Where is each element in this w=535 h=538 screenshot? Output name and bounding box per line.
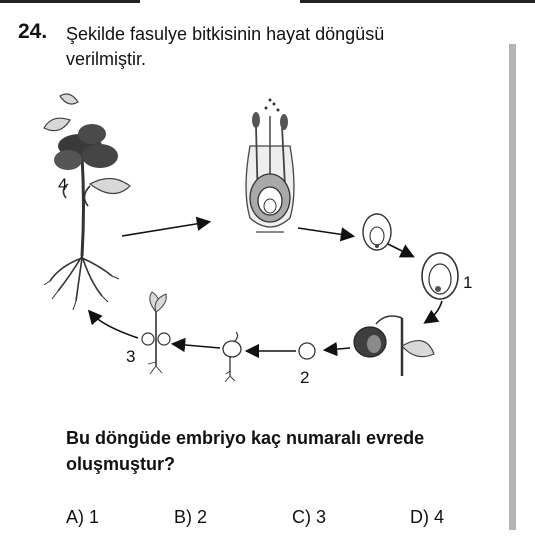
question-number: 24.: [18, 20, 48, 43]
bean-life-cycle-diagram: [30, 86, 500, 406]
arrow-fertilized-to-pod: [426, 301, 442, 322]
question-stem: Şekilde fasulye bitkisinin hayat döngüsü verilmiştir.: [66, 24, 385, 69]
option-b-text: 2: [197, 507, 208, 527]
option-b[interactable]: [174, 507, 207, 528]
arrow-plant-to-flower: [122, 222, 208, 236]
option-c-text: 3: [316, 507, 327, 527]
option-c[interactable]: [292, 507, 326, 528]
seed-pod-illustration: [354, 316, 434, 376]
seed-illustration: [299, 343, 315, 359]
arrow-flower-to-ovule: [298, 228, 352, 236]
stage-label-2: 2: [300, 368, 310, 387]
germinating-seed-illustration: [223, 332, 241, 382]
option-a-text: 1: [89, 507, 100, 527]
previous-question-fragment: [0, 0, 535, 6]
option-a[interactable]: [66, 507, 99, 528]
flower-cross-section: [246, 99, 294, 233]
option-c-letter: C): [292, 507, 311, 527]
fertilized-ovule-illustration: [422, 253, 458, 299]
ovule-illustration: [363, 214, 391, 250]
arrow-seedling-to-plant: [90, 312, 138, 338]
answer-options: [66, 507, 506, 533]
question-prompt: Bu döngüde embriyo kaç numaralı evrede oluşmuştur?: [66, 428, 425, 474]
stage-label-3: 3: [126, 347, 136, 366]
stage-label-4: 4: [58, 175, 68, 194]
option-d-letter: D): [410, 507, 429, 527]
mature-plant-illustration: [44, 94, 130, 310]
option-d[interactable]: [410, 507, 444, 528]
arrow-germination-to-seedling: [174, 344, 220, 348]
option-b-letter: B): [174, 507, 192, 527]
option-a-letter: A): [66, 507, 84, 527]
arrow-ovule-to-fertilized: [388, 244, 412, 256]
stage-label-1: 1: [463, 273, 473, 292]
arrow-pod-to-seed: [326, 348, 350, 350]
seedling-illustration: [142, 292, 170, 374]
page-margin-rule: [509, 44, 516, 530]
option-d-text: 4: [434, 507, 445, 527]
